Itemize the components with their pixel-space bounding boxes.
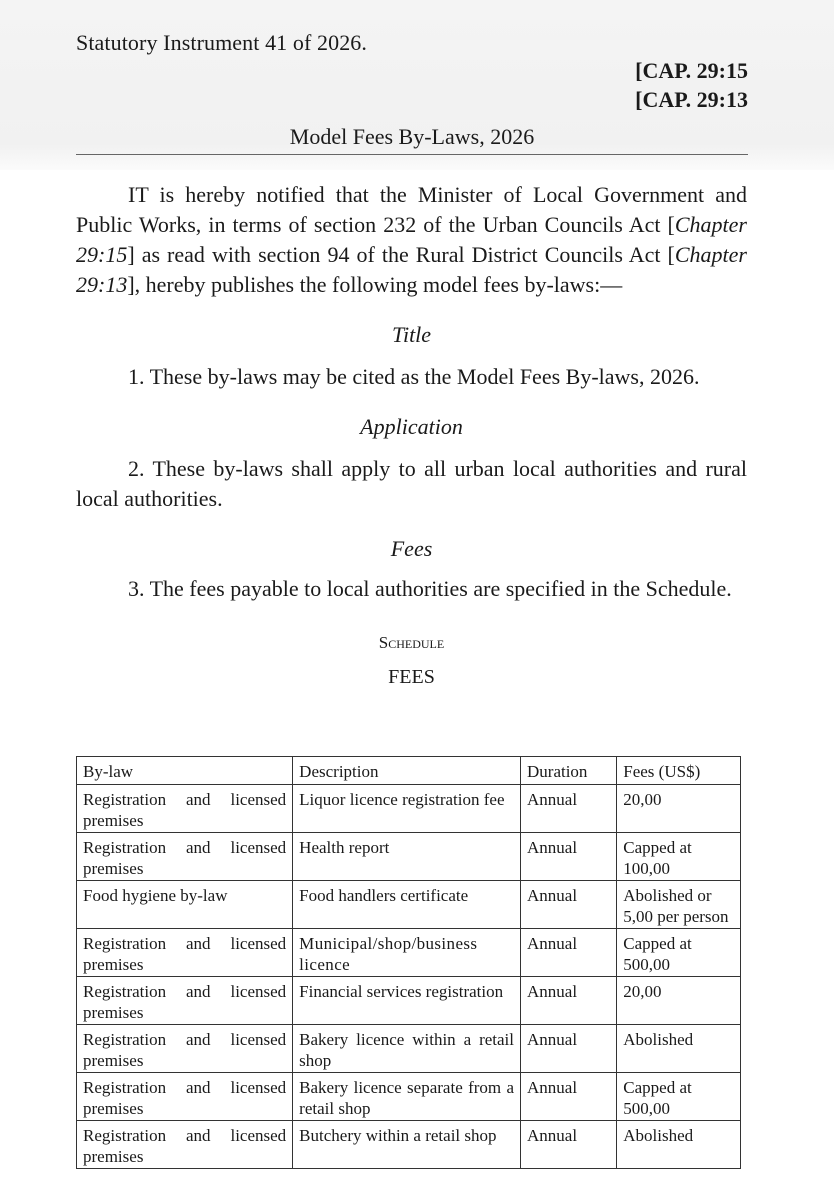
table-row — [77, 1025, 741, 1073]
document-body — [76, 180, 747, 692]
table-row — [77, 881, 741, 929]
cell-fee — [617, 1121, 741, 1169]
cell-description: Health report — [293, 833, 521, 881]
preamble-part-2: ] as read with section 94 of the Rural District Councils Act [ — [127, 242, 675, 267]
section-heading-title: Title — [391, 322, 432, 347]
fee-line-2: 500,00 — [623, 1099, 671, 1118]
cell-fee — [617, 929, 741, 977]
preamble-paragraph — [76, 180, 747, 300]
cell-description: Food handlers certificate — [293, 881, 521, 929]
instrument-number: Statutory Instrument 41 of 2026. — [76, 30, 368, 55]
cell-duration: Annual — [521, 881, 617, 929]
cell-duration: Annual — [521, 929, 617, 977]
fee-line-1: Capped at — [623, 934, 692, 953]
cell-duration: Annual — [521, 1025, 617, 1073]
cell-description: Financial services registration — [293, 977, 521, 1025]
fees-heading: FEES — [388, 666, 435, 688]
fee-line-2: 500,00 — [623, 955, 671, 974]
column-header-duration: Duration — [521, 757, 617, 785]
document-title: Model Fees By-Laws, 2026 — [289, 124, 535, 149]
cell-description: Bakery licence separate from a retail shop — [293, 1073, 521, 1121]
cell-duration: Annual — [521, 785, 617, 833]
section-heading-application: Application — [360, 414, 463, 439]
column-header-fees: Fees (US$) — [617, 757, 741, 785]
cell-bylaw: Registration and licensed premises — [77, 1121, 293, 1169]
chapter-ref-2: [CAP. 29:13 — [635, 87, 748, 112]
cell-bylaw: Registration and licensed premises — [77, 929, 293, 977]
cell-description: Municipal/shop/business licence — [293, 929, 521, 977]
cell-fee — [617, 833, 741, 881]
table-row — [77, 977, 741, 1025]
preamble-part-1: IT is hereby notified that the Minister of Local Government and Public Works, in terms of section 232 of the Urban Councils Act [ — [76, 182, 747, 237]
cell-bylaw: Registration and licensed premises — [77, 977, 293, 1025]
chapter-ref-1: [CAP. 29:15 — [635, 58, 748, 83]
cell-fee — [617, 1073, 741, 1121]
table-header-row — [77, 757, 741, 785]
cell-fee — [617, 881, 741, 929]
cell-bylaw: Registration and licensed premises — [77, 1073, 293, 1121]
table-row — [77, 929, 741, 977]
preamble-part-3: ], hereby publishes the following model fees by-laws:— — [127, 272, 623, 297]
table-row — [77, 1073, 741, 1121]
table-row — [77, 833, 741, 881]
cell-fee — [617, 977, 741, 1025]
chapter-references — [635, 56, 748, 114]
cell-bylaw: Registration and licensed premises — [77, 785, 293, 833]
cell-duration: Annual — [521, 833, 617, 881]
section-heading-fees: Fees — [390, 536, 433, 561]
fee-line-1: Capped at — [623, 838, 692, 857]
fees-table — [76, 756, 741, 1169]
cell-bylaw: Registration and licensed premises — [77, 1025, 293, 1073]
cell-duration: Annual — [521, 1121, 617, 1169]
fee-line-1: Capped at — [623, 1078, 692, 1097]
section-3-text: 3. The fees payable to local authorities are specified in the Schedule. — [128, 576, 732, 601]
cell-duration: Annual — [521, 977, 617, 1025]
fee-line-1: 20,00 — [623, 790, 662, 809]
cell-description: Liquor licence registration fee — [293, 785, 521, 833]
cell-description: Butchery within a retail shop — [293, 1121, 521, 1169]
column-header-bylaw: By-law — [77, 757, 293, 785]
title-divider — [76, 154, 748, 155]
fee-line-2: 5,00 per person — [623, 907, 729, 926]
cell-fee — [617, 785, 741, 833]
schedule-label: Schedule — [378, 633, 445, 652]
cell-bylaw: Registration and licensed premises — [77, 833, 293, 881]
fee-line-1: 20,00 — [623, 982, 662, 1001]
chapter-citation-1: Chapter 29:15 — [76, 212, 747, 267]
fee-line-2: 100,00 — [623, 859, 671, 878]
column-header-description: Description — [293, 757, 521, 785]
section-1-text: 1. These by-laws may be cited as the Model Fees By-laws, 2026. — [128, 364, 700, 389]
cell-description: Bakery licence within a retail shop — [293, 1025, 521, 1073]
fee-line-1: Abolished or — [623, 886, 712, 905]
chapter-citation-2: Chapter 29:13 — [76, 242, 747, 297]
fee-line-1: Abolished — [623, 1126, 694, 1145]
table-row — [77, 785, 741, 833]
cell-bylaw: Food hygiene by-law — [77, 881, 293, 929]
table-row — [77, 1121, 741, 1169]
fee-line-1: Abolished — [623, 1030, 694, 1049]
cell-duration: Annual — [521, 1073, 617, 1121]
cell-fee — [617, 1025, 741, 1073]
section-2-text: 2. These by-laws shall apply to all urban local authorities and rural local authorities. — [76, 456, 747, 511]
